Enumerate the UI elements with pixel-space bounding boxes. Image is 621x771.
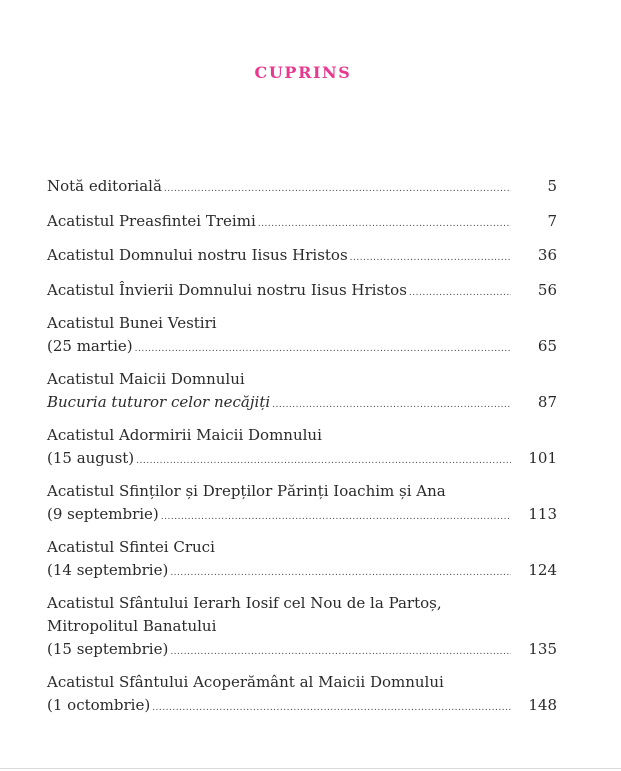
toc-entry-last-line <box>47 559 557 585</box>
dot-leader <box>350 247 511 270</box>
toc-entry[interactable] <box>47 424 557 473</box>
toc-entry-last-line <box>47 447 557 473</box>
dot-leader <box>152 697 511 720</box>
toc-page-number: 124 <box>528 561 557 579</box>
toc-entry-title-line: Acatistul Adormirii Maicii Domnului <box>47 426 322 444</box>
toc-entry-last-line <box>47 335 557 361</box>
toc-entry-title: Acatistul Preasfintei Treimi <box>47 212 256 230</box>
toc-page-number: 5 <box>547 177 557 195</box>
toc-page-number: 36 <box>537 246 557 264</box>
toc-page-number: 87 <box>537 393 557 411</box>
toc-entry-title: Acatistul Domnului nostru Iisus Hristos <box>47 246 348 264</box>
page-divider <box>0 768 621 769</box>
toc-entry[interactable] <box>47 312 557 361</box>
toc-entry-last-line <box>47 175 557 201</box>
toc-entry-title: (14 septembrie) <box>47 561 169 579</box>
toc-page-number: 65 <box>537 337 557 355</box>
toc-page-number: 113 <box>528 505 557 523</box>
toc-entry-last-line <box>47 210 557 236</box>
toc-entry[interactable] <box>47 536 557 585</box>
dot-leader <box>170 562 511 585</box>
toc-entry-title: (15 septembrie) <box>47 640 169 658</box>
dot-leader <box>164 178 511 201</box>
toc-entry-last-line <box>47 638 557 664</box>
toc-entry-last-line <box>47 244 557 270</box>
toc-entry-last-line <box>47 694 557 720</box>
toc-entry-title-line: Acatistul Sfântului Acoperământ al Maicii Domnului <box>47 673 444 691</box>
toc-entry[interactable] <box>47 592 557 664</box>
toc-page-number: 135 <box>528 640 557 658</box>
toc-entry-title-line: Acatistul Sfinților și Drepților Părinți Ioachim și Ana <box>47 482 446 500</box>
toc-entry-title: (25 martie) <box>47 337 133 355</box>
toc-entry-last-line <box>47 503 557 529</box>
toc-entry[interactable] <box>47 368 557 417</box>
dot-leader <box>136 450 511 473</box>
dot-leader <box>135 338 511 361</box>
toc-entry[interactable] <box>47 279 557 305</box>
toc-entry[interactable] <box>47 244 557 270</box>
toc-entry-title-line: Acatistul Sfântului Ierarh Iosif cel Nou de la Partoș, <box>47 594 442 612</box>
toc-page-number: 101 <box>528 449 557 467</box>
toc-entry-title: (1 octombrie) <box>47 696 151 714</box>
dot-leader <box>258 213 511 236</box>
toc-entry-last-line <box>47 391 557 417</box>
toc-page-number: 56 <box>537 281 557 299</box>
toc-entry[interactable] <box>47 210 557 236</box>
toc-entry-last-line <box>47 279 557 305</box>
toc-entry-title: (9 septembrie) <box>47 505 159 523</box>
toc-page-number: 148 <box>528 696 557 714</box>
toc-page-number: 7 <box>547 212 557 230</box>
toc-entry[interactable] <box>47 175 557 201</box>
toc-entry-title: (15 august) <box>47 449 135 467</box>
dot-leader <box>272 394 511 417</box>
toc-entry-title-line: Acatistul Bunei Vestiri <box>47 314 217 332</box>
toc-entry-title: Acatistul Învierii Domnului nostru Iisus Hristos <box>47 281 407 299</box>
toc-entry-title: Bucuria tuturor celor necăjiți <box>47 393 271 411</box>
toc-entry-title-line: Acatistul Maicii Domnului <box>47 370 245 388</box>
dot-leader <box>170 641 511 664</box>
toc-entry[interactable] <box>47 480 557 529</box>
dot-leader <box>409 282 511 305</box>
toc-entry-title-line: Mitropolitul Banatului <box>47 617 217 635</box>
toc-entry-title-line: Acatistul Sfintei Cruci <box>47 538 215 556</box>
toc-entry[interactable] <box>47 671 557 720</box>
toc-entry-title: Notă editorială <box>47 177 162 195</box>
dot-leader <box>161 506 511 529</box>
toc-title: CUPRINS <box>254 63 352 82</box>
